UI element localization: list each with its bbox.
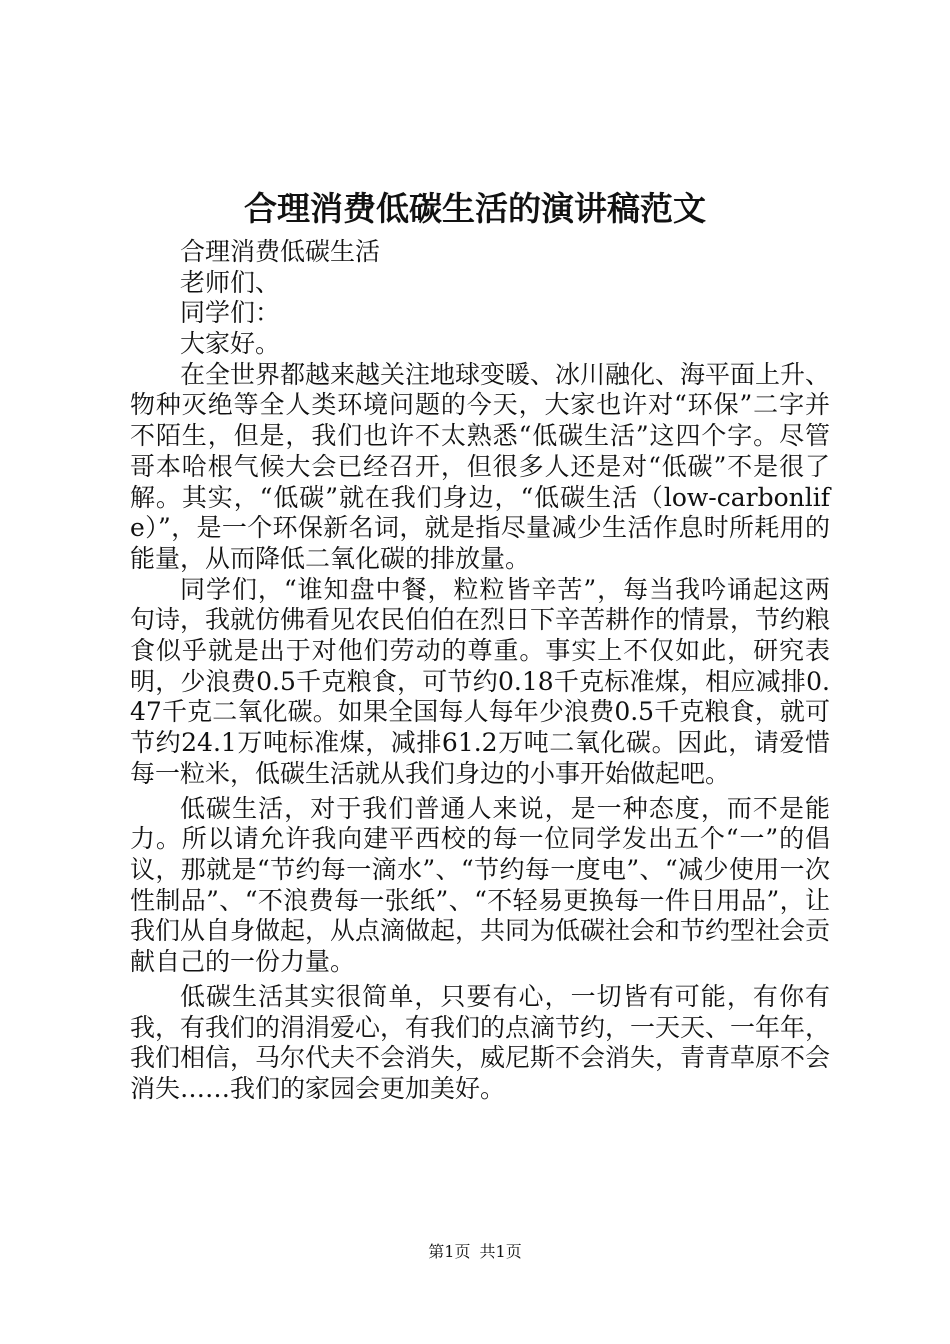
heading-line-subtitle: 合理消费低碳生活 (180, 237, 381, 266)
paragraph-1: 在全世界都越来越关注地球变暖、冰川融化、海平面上升、物种灭绝等全人类环境问题的今天，大家也许对“环保”二字并不陌生，但是，我们也许不太熟悉“低碳生活”这四个字。尽管哥本哈根气候大会已经召开，但很多人还是对“低碳”不是很了解。其实，“低碳”就在我们身边，“低碳生活（low-carbonlife）”，是一个环保新名词，就是指尽量减少生活作息时所耗用的能量，从而降低二氧化碳的排放量。 (130, 359, 831, 573)
paragraph-2: 同学们，“谁知盘中餐，粒粒皆辛苦”，每当我吟诵起这两句诗，我就仿佛看见农民伯伯在烈日下辛苦耕作的情景，节约粮食似乎就是出于对他们劳动的尊重。事实上不仅如此，研究表明，少浪费0.5千克粮食，可节约0.18千克标准煤，相应减排0.47千克二氧化碳。如果全国每人每年少浪费0.5千克粮食，就可节约24.1万吨标准煤，减排61.2万吨二氧化碳。因此，请爱惜每一粒米，低碳生活就从我们身边的小事开始做起吧。 (130, 574, 831, 788)
page-footer (0, 1240, 950, 1264)
heading-line-teachers: 老师们、 (180, 267, 281, 297)
heading-line-students: 同学们： (180, 298, 281, 328)
paragraph-3: 低碳生活，对于我们普通人来说，是一种态度，而不是能力。所以请允许我向建平西校的每一位同学发出五个“一”的倡议，那就是“节约每一滴水”、“节约每一度电”、“减少使用一次性制品”、“不浪费每一张纸”、“不轻易更换每一件日用品”，让我们从自身做起，从点滴做起，共同为低碳社会和节约型社会贡献自己的一份力量。 (130, 793, 831, 977)
document-title: 合理消费低碳生活的演讲稿范文 (244, 189, 706, 228)
page-number: 第1页 (428, 1242, 471, 1261)
document-body (130, 237, 830, 1105)
page-total: 共1页 (479, 1242, 522, 1261)
heading-line-greeting: 大家好。 (180, 329, 281, 359)
paragraph-4: 低碳生活其实很简单，只要有心，一切皆有可能，有你有我，有我们的涓涓爱心，有我们的点滴节约，一天天、一年年，我们相信，马尔代夫不会消失，威尼斯不会消失，青青草原不会消失……我们的家园会更加美好。 (130, 981, 831, 1103)
